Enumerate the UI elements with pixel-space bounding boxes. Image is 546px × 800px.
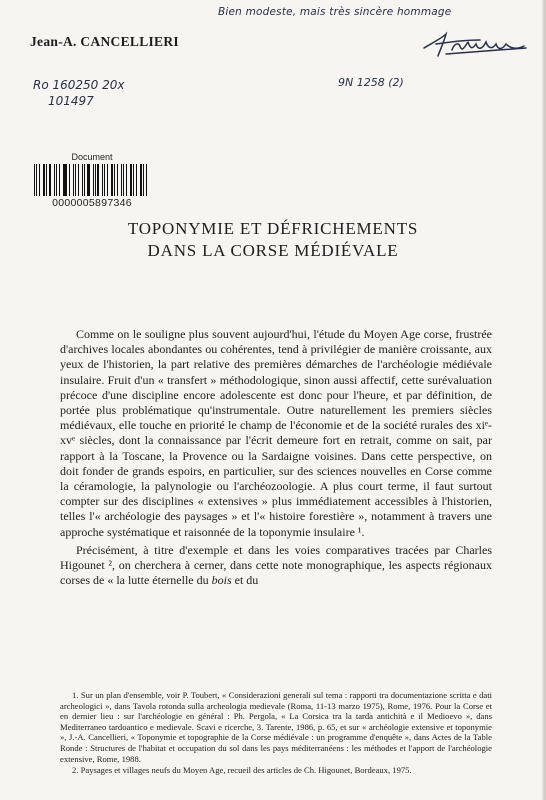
barcode-bar [121,164,123,196]
barcode-bar [84,164,86,196]
barcode [34,164,150,196]
barcode-bar [34,164,36,196]
handwritten-signature [420,28,530,62]
paragraph [60,543,492,589]
barcode-bar [126,164,128,196]
footnotes [60,690,492,777]
barcode-bar [104,164,106,196]
barcode-bar [87,164,89,196]
footnote: 2. Paysages et villages neufs du Moyen Age, recueil des articles de Ch. Higounet, Bordeaux, 1975. [72,765,412,776]
barcode-bar [46,164,47,196]
barcode-bar [107,164,108,196]
title-line: DANS LA CORSE MÉDIÉVALE [147,241,399,260]
article-body [60,327,492,591]
barcode-number: 0000005897346 [52,197,132,209]
barcode-bar [95,164,96,196]
title-line: TOPONYMIE ET DÉFRICHEMENTS [127,219,419,238]
barcode-bar [102,164,103,196]
barcode-bar [114,164,115,196]
barcode-bar [69,164,71,196]
barcode-bar [111,164,113,196]
barcode-bar [56,164,57,196]
barcode-bar [130,164,132,196]
barcode-bar [59,164,60,196]
scan-edge [542,0,546,800]
handwritten-dedication: Bien modeste, mais très sincère hommage [218,6,452,18]
handwritten-shelf-mark: 101497 [48,94,94,108]
barcode-bar [143,164,144,196]
barcode-bar [117,164,118,196]
barcode-bar [133,164,134,196]
paragraph: Comme on le souligne plus souvent aujourd'hui, l'étude du Moyen Age corse, frustrée d'archives locales abondantes ou cohérentes, tend à privilégier de manière croissante, aux yeux de l'historien, la part relative des premières démarches de l'archéologie médiévale insulaire. Fruit d'un « transfert » méthodologique, sinon aussi affectif, cette surévaluation précoce d'une discipline encore adolescente est donc pour l'heure, et par définition, de portée plus problématique qu'instrumentale. Outre naturellement les premiers siècles médiévaux, elle touche en priorité le champ de l'économie et de la société rurales des xiᵉ-xvᵉ siècles, dont la connaissance par l'écrit demeure fort en retrait, comme on sait, par rapport à la Toscane, la Provence ou la Sardaigne voisines. Dans cette perspective, on doit fonder de grands espoirs, en particulier, sur des sciences nouvelles en Corse comme la céramologie, la palynologie ou l'archéozoologie. A plus court terme, il faut surtout compter sur des disciplines « extensives » plus immédiatement accessibles à l'historien, telles l'« archéologie des paysages » et l'« histoire forestière », notamment à travers une approche systématique et raisonnée de la toponymie insulaire ¹. [60,327,492,539]
paragraph-text: Précisément, à titre d'exemple et dans les voies comparatives tracées par Charles Higounet ², on cherchera à cerner, dans cette note monographique, les aspects régionaux corses de « la lutte éternelle du [60,542,492,588]
handwritten-shelf-mark: 9N 1258 (2) [338,76,404,89]
barcode-bar [93,164,94,196]
barcode-bar [73,164,74,196]
barcode-bar [123,164,124,196]
barcode-bar [43,164,45,196]
paragraph-emphasis: bois [211,573,232,588]
barcode-bar [54,164,56,196]
barcode-bar [78,164,79,196]
barcode-bar [97,164,99,196]
article-title [0,218,546,262]
barcode-bar [36,164,37,196]
barcode-bar [75,164,77,196]
barcode-bar [64,164,66,196]
barcode-bar [82,164,83,196]
barcode-bar [136,164,137,196]
barcode-bar [49,164,51,196]
barcode-bar [146,164,148,196]
handwritten-shelf-mark: Ro 160250 20x [33,78,125,92]
library-barcode-label [34,152,150,209]
author-name: Jean-A. CANCELLIERI [30,34,179,49]
paragraph-text: et du [231,573,259,588]
barcode-bar [140,164,142,196]
footnote: 1. Sur un plan d'ensemble, voir P. Toubert, « Considerazioni generali sul tema : rapporti tra documentazione scritta e dati archeologici », dans Tavola rotonda sulla archeologia medievale (Roma, 11-13 marzo 1975), Rome, 1976. Pour la Corse et en dernier lieu : sur l'archéologie en général : Ph. Pergola, « La Corsica tra la tarda antichità e il Medioevo », dans Mediterraneo tardoantico e medievale. Scavi e ricerche, 3. Tarente, 1986, p. 65, et sur « archéologie extensive et toponymie », J.-A. Cancellieri, « Toponymie et topographie de la Corse médiévale : un programme d'enquête », dans Actes de la Table Ronde : Structures de l'habitat et occupation du sol dans les pays méditerranéens : les méthodes et l'apport de l'archéologie extensive, Rome, 1988. [60,690,492,764]
barcode-label-heading: Document [71,152,113,162]
barcode-bar [39,164,40,196]
barcode-bar [63,164,64,196]
